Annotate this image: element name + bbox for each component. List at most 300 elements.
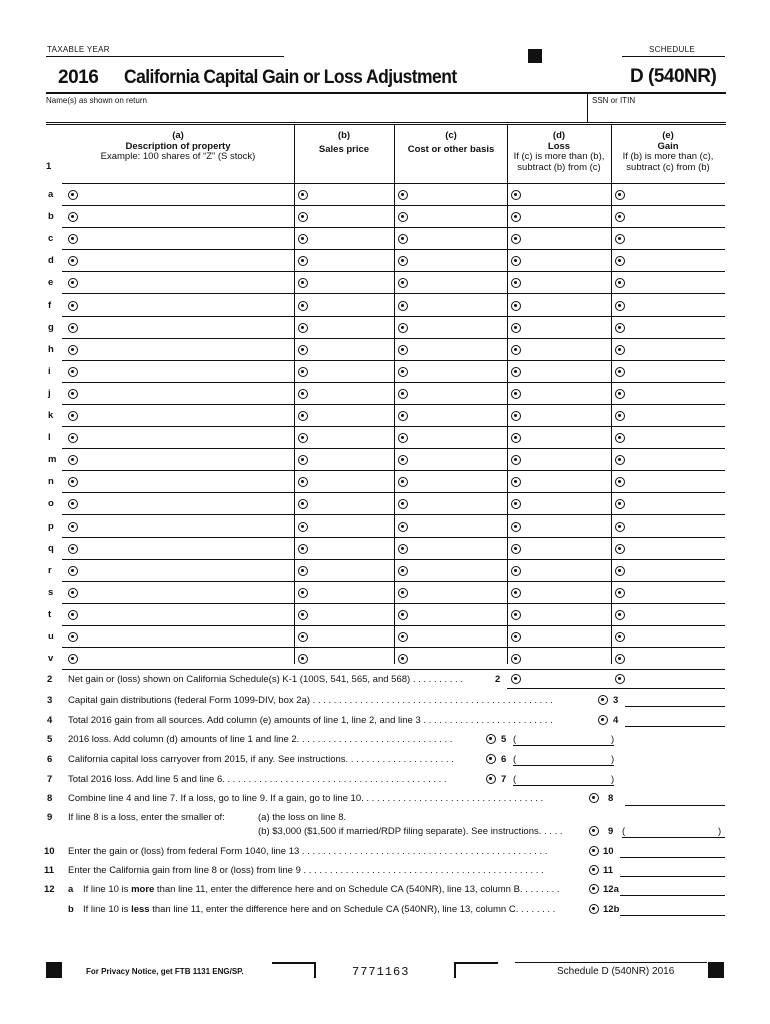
row-field-a[interactable] — [82, 495, 290, 513]
row-field-d[interactable] — [525, 495, 609, 513]
field-marker-icon — [68, 544, 78, 554]
row-field-a[interactable] — [82, 230, 290, 248]
line-12b-input[interactable] — [624, 900, 724, 915]
row-field-e[interactable] — [629, 385, 724, 403]
row-letter: b — [48, 211, 54, 222]
field-marker-icon — [68, 477, 78, 487]
line-11-ref: 11 — [603, 865, 614, 876]
row-field-e[interactable] — [629, 518, 724, 536]
field-marker-icon — [68, 389, 78, 399]
row-field-c[interactable] — [412, 274, 505, 292]
footer-schedule: Schedule D (540NR) 2016 — [557, 966, 675, 977]
line-12a-sub: a — [68, 884, 74, 895]
row-letter: d — [48, 255, 54, 266]
footer-rule — [515, 962, 707, 963]
field-marker-icon — [68, 588, 78, 598]
table-row — [0, 493, 770, 515]
line-11-text: Enter the California gain from line 8 or (loss) from line 9 . . . . . . . . . . . . . . . . . . . . . . . . . . . . . . . . . . . . . . . . . . . . . . — [68, 865, 544, 876]
row-letter: j — [48, 388, 51, 399]
field-marker-icon — [68, 323, 78, 333]
table-row — [0, 405, 770, 427]
line-12a-ref: 12a — [603, 884, 619, 895]
row-field-d[interactable] — [525, 518, 609, 536]
row-field-b[interactable] — [312, 429, 392, 447]
field-marker-icon — [68, 256, 78, 266]
line-4-text: Total 2016 gain from all sources. Add column (e) amounts of line 1, line 2, and line 3 . . . . . . . . . . . . . . . . . . . . . . . . . — [68, 715, 553, 726]
row-letter: h — [48, 344, 54, 355]
row-field-a[interactable] — [82, 274, 290, 292]
field-marker-icon — [615, 433, 625, 443]
row-field-a[interactable] — [82, 319, 290, 337]
taxable-year-rule — [46, 56, 284, 57]
field-marker-icon — [68, 278, 78, 288]
col-c-header: (c) Cost or other basis — [407, 130, 495, 155]
line-6-number: 6 — [47, 754, 53, 765]
field-marker-icon — [68, 654, 78, 664]
row-field-c[interactable] — [412, 540, 505, 558]
line-11-input[interactable] — [622, 861, 724, 876]
row-field-c[interactable] — [412, 208, 505, 226]
row-field-e[interactable] — [629, 562, 724, 580]
row-letter: i — [48, 366, 51, 377]
field-marker-icon — [298, 212, 308, 222]
row-field-a[interactable] — [82, 208, 290, 226]
row-field-b[interactable] — [312, 451, 392, 469]
footer-registration-mark-right — [708, 962, 724, 978]
row-field-d[interactable] — [525, 385, 609, 403]
field-marker-icon — [398, 522, 408, 532]
field-marker-icon — [615, 632, 625, 642]
field-marker-icon — [511, 477, 521, 487]
row-field-d[interactable] — [525, 208, 609, 226]
table-row — [0, 361, 770, 383]
line-3-number: 3 — [47, 695, 53, 706]
line-9-paren-close: ) — [718, 826, 722, 837]
line-8-number: 8 — [47, 793, 53, 804]
row-field-d[interactable] — [525, 650, 609, 668]
row-field-a[interactable] — [82, 297, 290, 315]
table-row — [0, 383, 770, 405]
row-field-c[interactable] — [412, 252, 505, 270]
row-field-d[interactable] — [525, 628, 609, 646]
field-marker-icon — [511, 345, 521, 355]
row-field-a[interactable] — [82, 407, 290, 425]
line-2-gain-input[interactable] — [626, 670, 724, 687]
col-b-header: (b) Sales price — [318, 130, 370, 155]
row-field-d[interactable] — [525, 274, 609, 292]
row-field-d[interactable] — [525, 252, 609, 270]
field-marker-icon — [615, 256, 625, 266]
field-marker-icon — [298, 301, 308, 311]
row-field-b[interactable] — [312, 252, 392, 270]
row-field-e[interactable] — [629, 407, 724, 425]
schedule-rule — [622, 56, 725, 57]
row-field-b[interactable] — [312, 473, 392, 491]
row-field-e[interactable] — [629, 274, 724, 292]
field-marker-icon — [398, 477, 408, 487]
line-9-option-a: (a) the loss on line 8. — [258, 812, 347, 823]
row-field-e[interactable] — [629, 451, 724, 469]
field-marker-icon — [298, 499, 308, 509]
line-7-rule — [513, 785, 614, 786]
line-7-paren-close: ) — [611, 774, 615, 785]
row-letter: k — [48, 410, 54, 421]
line-3-marker-icon — [598, 695, 608, 705]
row-field-b[interactable] — [312, 208, 392, 226]
row-field-b[interactable] — [312, 540, 392, 558]
field-marker-icon — [615, 278, 625, 288]
row-field-b[interactable] — [312, 274, 392, 292]
table-top-rule — [46, 124, 726, 125]
field-marker-icon — [615, 367, 625, 377]
field-marker-icon — [511, 256, 521, 266]
row-field-e[interactable] — [629, 429, 724, 447]
row-field-c[interactable] — [412, 341, 505, 359]
line-12a-text: If line 10 is more than line 11, enter the difference here and on Schedule CA (540NR), line 13, column B. . . . . . . . — [83, 884, 560, 895]
row-field-d[interactable] — [525, 297, 609, 315]
field-marker-icon — [511, 433, 521, 443]
row-field-c[interactable] — [412, 473, 505, 491]
field-marker-icon — [68, 301, 78, 311]
row-field-d[interactable] — [525, 407, 609, 425]
table-row — [0, 250, 770, 272]
line-12b-ref: 12b — [603, 904, 620, 915]
line-4-ref: 4 — [613, 715, 619, 726]
table-header-rule — [62, 183, 725, 184]
field-marker-icon — [511, 544, 521, 554]
line-5-paren-open: ( — [513, 734, 517, 745]
names-label: Name(s) as shown on return — [46, 96, 147, 105]
field-marker-icon — [511, 278, 521, 288]
ssn-label: SSN or ITIN — [592, 96, 636, 105]
table-row — [0, 648, 770, 670]
line-12-number: 12 — [44, 884, 55, 895]
row-field-a[interactable] — [82, 606, 290, 624]
field-marker-icon — [398, 234, 408, 244]
row-letter: p — [48, 521, 54, 532]
field-marker-icon — [511, 632, 521, 642]
field-marker-icon — [511, 234, 521, 244]
field-marker-icon — [68, 212, 78, 222]
row-field-a[interactable] — [82, 540, 290, 558]
field-marker-icon — [511, 610, 521, 620]
field-marker-icon — [398, 455, 408, 465]
row-letter: e — [48, 277, 54, 288]
row-field-e[interactable] — [629, 473, 724, 491]
field-marker-icon — [398, 278, 408, 288]
privacy-notice: For Privacy Notice, get FTB 1131 ENG/SP. — [86, 967, 244, 976]
row-field-e[interactable] — [629, 584, 724, 602]
line-12b-text: If line 10 is less than line 11, enter the difference here and on Schedule CA (540NR), line 13, column C. . . . . . . . — [83, 904, 556, 915]
row-field-c[interactable] — [412, 650, 505, 668]
field-marker-icon — [68, 632, 78, 642]
row-field-e[interactable] — [629, 230, 724, 248]
line-6-marker-icon — [486, 754, 496, 764]
table-row — [0, 228, 770, 250]
table-row — [0, 471, 770, 493]
field-marker-icon — [398, 610, 408, 620]
line-5-marker-icon — [486, 734, 496, 744]
row-field-c[interactable] — [412, 230, 505, 248]
field-marker-icon — [615, 389, 625, 399]
field-marker-icon — [615, 455, 625, 465]
field-marker-icon — [68, 499, 78, 509]
field-marker-icon — [511, 367, 521, 377]
table-row — [0, 604, 770, 626]
row-field-b[interactable] — [312, 341, 392, 359]
line-2-number: 2 — [47, 674, 53, 685]
line-2-ref: 2 — [495, 674, 501, 685]
field-marker-icon — [511, 522, 521, 532]
field-marker-icon — [68, 345, 78, 355]
row-field-b[interactable] — [312, 650, 392, 668]
row-field-e[interactable] — [629, 650, 724, 668]
line-12b-rule — [620, 915, 725, 916]
line-4-input[interactable] — [626, 711, 724, 726]
table-row — [0, 626, 770, 648]
row-letter: q — [48, 543, 54, 554]
table-row — [0, 295, 770, 317]
row-field-d[interactable] — [525, 606, 609, 624]
table-row — [0, 560, 770, 582]
row-field-a[interactable] — [82, 650, 290, 668]
row-field-e[interactable] — [629, 606, 724, 624]
field-marker-icon — [298, 411, 308, 421]
table-row — [0, 339, 770, 361]
line-3-input[interactable] — [626, 691, 724, 706]
row-letter: r — [48, 565, 52, 576]
line-7-input[interactable] — [519, 770, 609, 785]
field-marker-icon — [398, 367, 408, 377]
table-row — [0, 317, 770, 339]
row-field-b[interactable] — [312, 495, 392, 513]
row-field-c[interactable] — [412, 584, 505, 602]
tax-year: 2016 — [58, 67, 99, 88]
row-field-c[interactable] — [412, 562, 505, 580]
field-marker-icon — [298, 256, 308, 266]
row-field-c[interactable] — [412, 518, 505, 536]
row-field-a[interactable] — [82, 562, 290, 580]
line-12a-marker-icon — [589, 884, 599, 894]
line-6-text: California capital loss carryover from 2015, if any. See instructions. . . . . . . . . . . . . . . . . . . . . — [68, 754, 454, 765]
line-8-ref: 8 — [608, 793, 614, 804]
field-marker-icon — [298, 278, 308, 288]
row-field-d[interactable] — [525, 363, 609, 381]
field-marker-icon — [68, 455, 78, 465]
row-field-d[interactable] — [525, 186, 609, 204]
line-6-rule — [513, 765, 614, 766]
field-marker-icon — [615, 323, 625, 333]
row-field-c[interactable] — [412, 385, 505, 403]
field-marker-icon — [398, 389, 408, 399]
line-9-input[interactable] — [628, 822, 716, 837]
field-marker-icon — [298, 455, 308, 465]
footer-corner-mark-2 — [454, 962, 498, 978]
line-9-ref: 9 — [608, 826, 614, 837]
line-5-paren-close: ) — [611, 734, 615, 745]
row-field-b[interactable] — [312, 319, 392, 337]
row-field-d[interactable] — [525, 319, 609, 337]
row-field-e[interactable] — [629, 297, 724, 315]
field-marker-icon — [511, 301, 521, 311]
field-marker-icon — [398, 588, 408, 598]
row-field-e[interactable] — [629, 208, 724, 226]
field-marker-icon — [298, 588, 308, 598]
table-row — [0, 538, 770, 560]
field-marker-icon — [298, 477, 308, 487]
row-field-c[interactable] — [412, 297, 505, 315]
row-field-a[interactable] — [82, 451, 290, 469]
col-d-header: (d) Loss If (c) is more than (b), subtract (b) from (c) — [513, 130, 605, 173]
field-marker-icon — [398, 345, 408, 355]
row-field-a[interactable] — [82, 363, 290, 381]
row-rule — [62, 293, 725, 294]
field-marker-icon — [298, 654, 308, 664]
row-field-d[interactable] — [525, 473, 609, 491]
field-marker-icon — [615, 301, 625, 311]
field-marker-icon — [511, 389, 521, 399]
line-11-rule — [620, 876, 725, 877]
row-field-e[interactable] — [629, 540, 724, 558]
row-field-a[interactable] — [82, 628, 290, 646]
row-field-a[interactable] — [82, 473, 290, 491]
row-field-c[interactable] — [412, 363, 505, 381]
line-10-rule — [620, 857, 725, 858]
row-field-b[interactable] — [312, 407, 392, 425]
row-field-c[interactable] — [412, 628, 505, 646]
row-field-c[interactable] — [412, 495, 505, 513]
row-letter: o — [48, 498, 54, 509]
line-12b-marker-icon — [589, 904, 599, 914]
row-field-a[interactable] — [82, 584, 290, 602]
row-field-c[interactable] — [412, 451, 505, 469]
header-rule — [46, 92, 726, 94]
field-marker-icon — [68, 411, 78, 421]
table-row — [0, 516, 770, 538]
row-field-c[interactable] — [412, 186, 505, 204]
line-5-input[interactable] — [519, 730, 609, 745]
line-5-rule — [513, 745, 614, 746]
line-9-text: If line 8 is a loss, enter the smaller of: — [68, 812, 225, 823]
row-field-a[interactable] — [82, 186, 290, 204]
field-marker-icon — [615, 522, 625, 532]
row-field-e[interactable] — [629, 319, 724, 337]
line-6-paren-close: ) — [611, 754, 615, 765]
row-field-c[interactable] — [412, 319, 505, 337]
row-field-b[interactable] — [312, 562, 392, 580]
row-field-e[interactable] — [629, 363, 724, 381]
line-7-paren-open: ( — [513, 774, 517, 785]
row-field-b[interactable] — [312, 297, 392, 315]
row-field-a[interactable] — [82, 429, 290, 447]
footer-registration-mark-left — [46, 962, 62, 978]
line-9-option-b: (b) $3,000 ($1,500 if married/RDP filing separate). See instructions. . . . . — [258, 826, 563, 837]
ssn-input[interactable] — [590, 106, 724, 121]
row-field-b[interactable] — [312, 518, 392, 536]
schedule-id: D (540NR) — [630, 66, 717, 87]
row-field-e[interactable] — [629, 341, 724, 359]
line-9-marker-icon — [589, 826, 599, 836]
line-3-ref: 3 — [613, 695, 619, 706]
row-field-d[interactable] — [525, 429, 609, 447]
row-field-e[interactable] — [629, 495, 724, 513]
line-2-text: Net gain or (loss) shown on California Schedule(s) K-1 (100S, 541, 565, and 568) . . . . . . . . . . — [68, 674, 463, 685]
row-field-d[interactable] — [525, 451, 609, 469]
table-row — [0, 427, 770, 449]
field-marker-icon — [298, 566, 308, 576]
line-12b-sub: b — [68, 904, 74, 915]
field-marker-icon — [615, 190, 625, 200]
line-12a-input[interactable] — [624, 880, 724, 895]
field-marker-icon — [511, 455, 521, 465]
line-3-text: Capital gain distributions (federal Form 1099-DIV, box 2a) . . . . . . . . . . . . . . . . . . . . . . . . . . . . . . . . . . . . . . . . . . . . . . — [68, 695, 553, 706]
row-field-a[interactable] — [82, 385, 290, 403]
field-marker-icon — [68, 433, 78, 443]
row-letter: m — [48, 454, 57, 465]
ssn-divider — [587, 94, 588, 122]
row-field-c[interactable] — [412, 429, 505, 447]
field-marker-icon — [68, 234, 78, 244]
table-row — [0, 272, 770, 294]
row-field-d[interactable] — [525, 540, 609, 558]
row-field-d[interactable] — [525, 562, 609, 580]
line-8-marker-icon — [589, 793, 599, 803]
row-field-b[interactable] — [312, 628, 392, 646]
line-2-loss-input[interactable] — [520, 670, 608, 687]
row-field-b[interactable] — [312, 606, 392, 624]
row-field-a[interactable] — [82, 252, 290, 270]
line-7-text: Total 2016 loss. Add line 5 and line 6. . . . . . . . . . . . . . . . . . . . . . . . . . . . . . . . . . . . . . . . . . . — [68, 774, 447, 785]
line-11-number: 11 — [44, 865, 55, 876]
line-9-number: 9 — [47, 812, 53, 823]
field-marker-icon — [68, 190, 78, 200]
line-9-paren-open: ( — [622, 826, 626, 837]
line-5-number: 5 — [47, 734, 53, 745]
field-marker-icon — [398, 323, 408, 333]
line-6-input[interactable] — [519, 750, 609, 765]
line-10-number: 10 — [44, 846, 55, 857]
line-8-text: Combine line 4 and line 7. If a loss, go to line 9. If a gain, go to line 10. . . . . . . . . . . . . . . . . . . . . . . . . . . . . . . . . . . — [68, 793, 544, 804]
row-field-d[interactable] — [525, 584, 609, 602]
row-field-c[interactable] — [412, 407, 505, 425]
row-field-d[interactable] — [525, 341, 609, 359]
field-marker-icon — [615, 544, 625, 554]
row-field-b[interactable] — [312, 385, 392, 403]
row-field-e[interactable] — [629, 186, 724, 204]
row-field-b[interactable] — [312, 363, 392, 381]
line-8-input[interactable] — [626, 789, 724, 804]
line-9-rule — [622, 837, 725, 838]
line-7-number: 7 — [47, 774, 53, 785]
row-field-c[interactable] — [412, 606, 505, 624]
row-field-b[interactable] — [312, 186, 392, 204]
field-marker-icon — [615, 212, 625, 222]
field-marker-icon — [398, 190, 408, 200]
names-input[interactable] — [46, 106, 586, 121]
field-marker-icon — [68, 566, 78, 576]
registration-mark — [528, 49, 542, 63]
row-field-b[interactable] — [312, 230, 392, 248]
row-field-e[interactable] — [629, 252, 724, 270]
row-field-b[interactable] — [312, 584, 392, 602]
row-field-a[interactable] — [82, 518, 290, 536]
table-row — [0, 206, 770, 228]
row-field-d[interactable] — [525, 230, 609, 248]
row-field-e[interactable] — [629, 628, 724, 646]
field-marker-icon — [511, 499, 521, 509]
line-10-input[interactable] — [622, 842, 724, 857]
row-field-a[interactable] — [82, 341, 290, 359]
